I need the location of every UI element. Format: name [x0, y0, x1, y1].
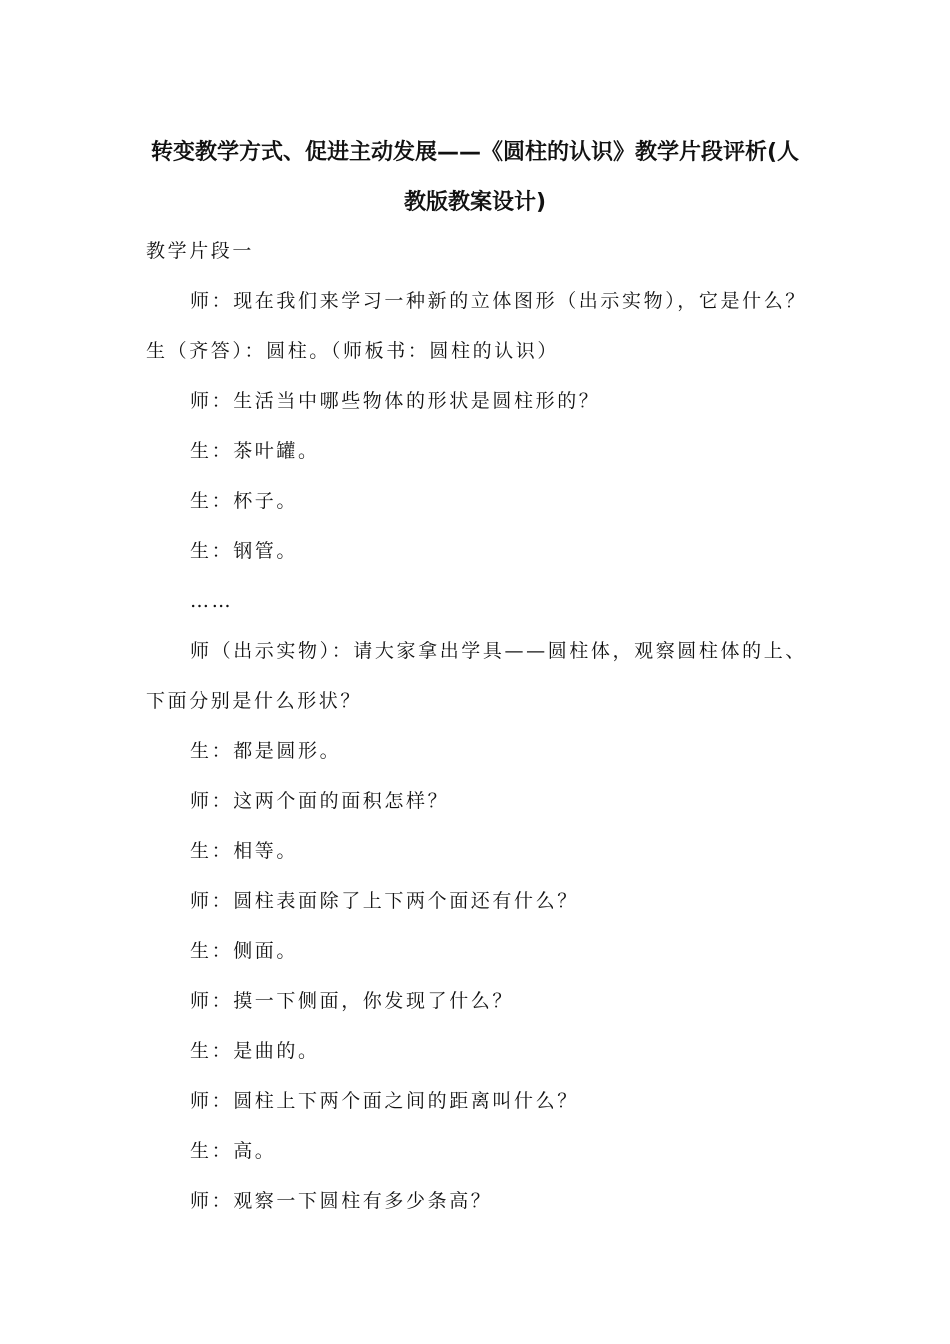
section-heading: 教学片段一 — [146, 240, 255, 262]
paragraph: 生：都是圆形。 — [190, 740, 342, 762]
document-body — [146, 226, 810, 1226]
paragraph: 师：摸一下侧面，你发现了什么？ — [190, 990, 515, 1012]
paragraph: 师（出示实物）：请大家拿出学具——圆柱体，观察圆柱体的上、下面分别是什么形状？ — [146, 640, 807, 712]
paragraph: 师：圆柱表面除了上下两个面还有什么？ — [190, 890, 579, 912]
paragraph: 生：茶叶罐。 — [190, 440, 320, 462]
paragraph: 师：观察一下圆柱有多少条高？ — [190, 1190, 493, 1212]
paragraph: 师：现在我们来学习一种新的立体图形（出示实物），它是什么？生（齐答）：圆柱。（师板书：圆柱的认识） — [146, 290, 807, 362]
document-title: 转变教学方式、促进主动发展——《圆柱的认识》教学片段评析(人教版教案设计) — [150, 140, 800, 215]
ellipsis-line: …… — [190, 590, 234, 612]
paragraph: 生：侧面。 — [190, 940, 299, 962]
paragraph: 生：杯子。 — [190, 490, 299, 512]
paragraph: 师：圆柱上下两个面之间的距离叫什么？ — [190, 1090, 579, 1112]
paragraph: 生：钢管。 — [190, 540, 299, 562]
paragraph: 生：高。 — [190, 1140, 277, 1162]
paragraph: 生：是曲的。 — [190, 1040, 320, 1062]
paragraph: 师：生活当中哪些物体的形状是圆柱形的？ — [190, 390, 601, 412]
paragraph: 师：这两个面的面积怎样？ — [190, 790, 450, 812]
paragraph: 生：相等。 — [190, 840, 299, 862]
